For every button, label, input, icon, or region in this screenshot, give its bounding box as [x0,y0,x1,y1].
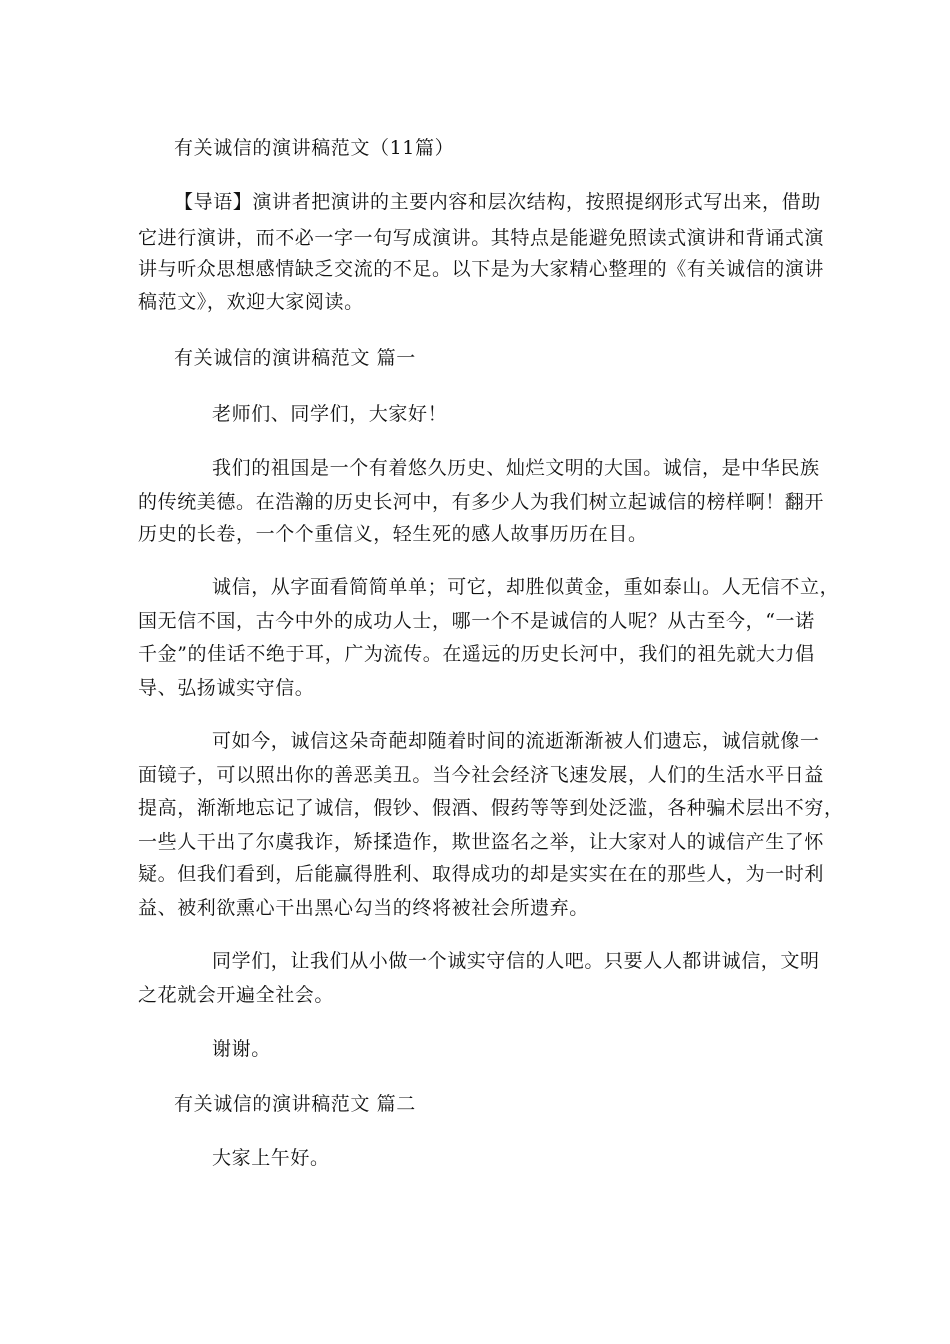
paragraph-line: 千金”的佳话不绝于耳，广为流传。在遥远的历史长河中，我们的祖先就大力倡 [138,643,815,665]
intro-line: 稿范文》，欢迎大家阅读。 [138,291,364,313]
intro-line: 它进行演讲，而不必一字一句写成演讲。其特点是能避免照读式演讲和背诵式演 [138,227,825,249]
paragraph-line: 诚信，从字面看简简单单；可它，却胜似黄金，重如泰山。人无信不立， [212,576,840,598]
paragraph-line: 的传统美德。在浩瀚的历史长河中，有多少人为我们树立起诚信的榜样啊！翻开 [138,491,825,513]
intro-line: 讲与听众思想感情缺乏交流的不足。以下是为大家精心整理的《有关诚信的演讲 [138,258,825,280]
paragraph-line: 历史的长卷，一个个重信义，轻生死的感人故事历历在目。 [138,523,648,545]
paragraph-line: 益、被利欲熏心干出黑心勾当的终将被社会所遗弃。 [138,897,589,919]
paragraph-line: 之花就会开遍全社会。 [138,984,335,1006]
paragraph-line: 国无信不国，古今中外的成功人士，哪一个不是诚信的人呢？从古至今，“一诺 [138,610,815,632]
paragraph-line: 面镜子，可以照出你的善恶美丑。当今社会经济飞速发展，人们的生活水平日益 [138,764,825,786]
paragraph-line: 导、弘扬诚实守信。 [138,677,315,699]
paragraph-line: 一些人干出了尔虞我诈，矫揉造作，欺世盗名之举，让大家对人的诚信产生了怀 [138,831,825,853]
greeting-text: 大家上午好。 [212,1147,330,1169]
section-heading: 有关诚信的演讲稿范文 篇一 [174,347,416,369]
paragraph-line: 同学们，让我们从小做一个诚实守信的人吧。只要人人都讲诚信，文明 [212,950,820,972]
greeting-text: 老师们、同学们，大家好！ [212,403,448,425]
closing-text: 谢谢。 [212,1038,271,1060]
intro-line: 【导语】演讲者把演讲的主要内容和层次结构，按照提纲形式写出来，借助 [174,191,821,213]
paragraph-line: 可如今，诚信这朵奇葩却随着时间的流逝渐渐被人们遗忘，诚信就像一 [212,730,820,752]
section-heading: 有关诚信的演讲稿范文 篇二 [174,1093,416,1115]
paragraph-line: 疑。但我们看到，后能赢得胜利、取得成功的却是实实在在的那些人，为一时利 [138,863,825,885]
paragraph-line: 我们的祖国是一个有着悠久历史、灿烂文明的大国。诚信，是中华民族 [212,457,820,479]
document-title: 有关诚信的演讲稿范文（11篇） [174,137,455,159]
paragraph-line: 提高，渐渐地忘记了诚信，假钞、假酒、假药等等到处泛滥，各种骗术层出不穷， [138,797,844,819]
